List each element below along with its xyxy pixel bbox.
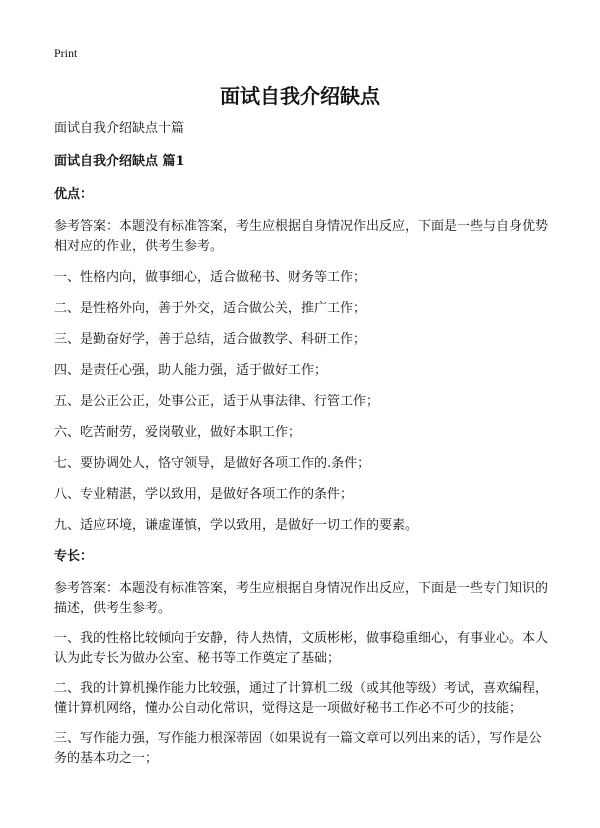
strengths-intro: 参考答案：本题没有标准答案，考生应根据自身情况作出反应，下面是一些与自身优势相对应的作业，供考生参考。 [54, 219, 549, 254]
list-item: 七、要协调处人，恪守领导，是做好各项工作的.条件； [54, 456, 371, 471]
list-item: 二、是性格外向，善于外交，适合做公关，推广工作； [54, 301, 367, 316]
specialties-list [54, 629, 554, 769]
list-item: 二、我的计算机操作能力比较强，通过了计算机二级（或其他等级）考试，喜欢编程，懂计算机网络，懂办公自动化常识，觉得这是一项做好秘书工作必不可少的技能； [54, 681, 549, 716]
document-body [54, 118, 554, 779]
document-title: 面试自我介绍缺点 [220, 84, 380, 108]
specialties-intro: 参考答案：本题没有标准答案，考生应根据自身情况作出反应，下面是一些专门知识的描述，供考生参考。 [54, 581, 549, 616]
strengths-list [54, 267, 554, 536]
specialties-heading: 专长： [54, 549, 94, 564]
list-item: 三、是勤奋好学，善于总结，适合做教学、科研工作； [54, 332, 367, 347]
list-item: 九、适应环境，谦虚谨慎，学以致用，是做好一切工作的要素。 [54, 518, 419, 533]
list-item: 三、写作能力强，写作能力根深蒂固（如果说有一篇文章可以列出来的话），写作是公务的基本功之一； [54, 731, 542, 766]
list-item: 八、专业精湛，学以致用，是做好各项工作的条件； [54, 487, 354, 502]
list-item: 五、是公正公正，处事公正，适于从事法律、行管工作； [54, 394, 380, 409]
strengths-heading: 优点： [54, 187, 94, 202]
list-item: 一、性格内向，做事细心，适合做秘书、财务等工作； [54, 270, 367, 285]
document-subtitle: 面试自我介绍缺点十篇 [54, 121, 185, 136]
section-heading: 面试自我介绍缺点 篇1 [54, 154, 185, 169]
list-item: 四、是责任心强，助人能力强，适于做好工作； [54, 363, 328, 378]
print-label: Print [54, 46, 78, 60]
list-item: 一、我的性格比较倾向于安静，待人热情，文质彬彬，做事稳重细心，有事业心。本人认为此专长为做办公室、秘书等工作奠定了基础； [54, 631, 549, 666]
list-item: 六、吃苦耐劳，爱岗敬业，做好本职工作； [54, 425, 302, 440]
